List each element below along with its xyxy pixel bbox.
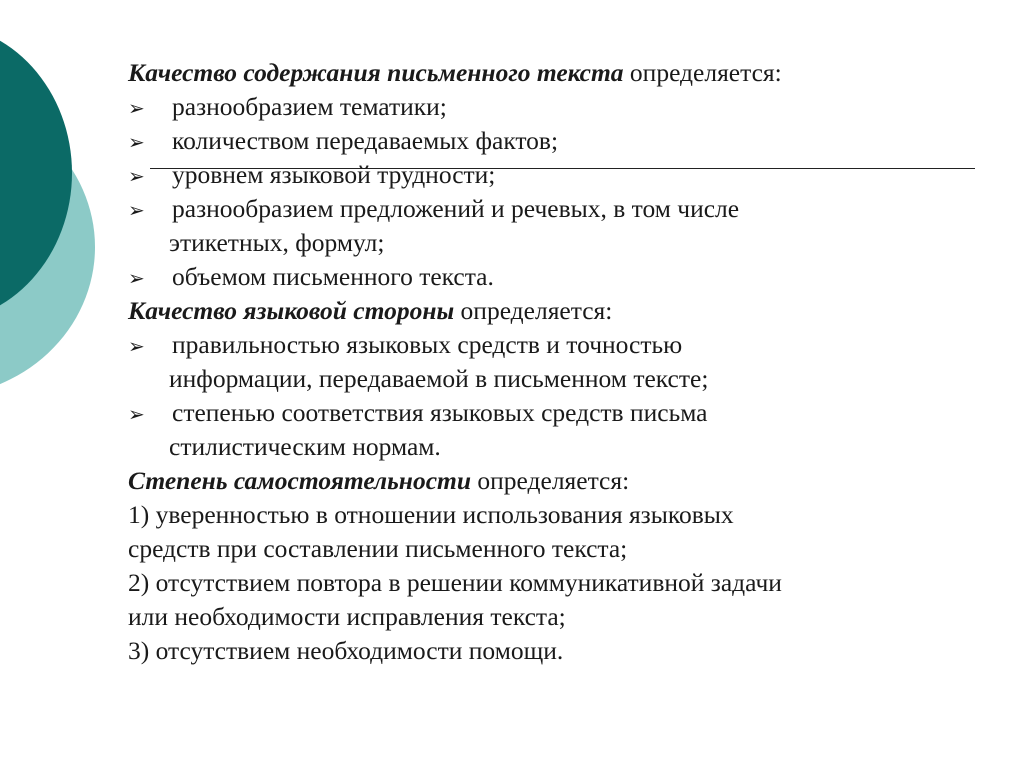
list-item [128, 90, 998, 124]
list-item [128, 192, 998, 226]
bullet-arrow-icon: ➢ [128, 404, 145, 426]
bullet-arrow-icon: ➢ [128, 132, 145, 154]
heading-emphasis: Качество языковой стороны [128, 296, 455, 325]
heading-content-quality [128, 56, 998, 90]
list-item-text: объемом письменного текста. [172, 262, 494, 291]
list-item-continuation: стилистическим нормам. [169, 432, 441, 461]
list-item-continuation: этикетных, формул; [169, 228, 385, 257]
list-item-text: правильностью языковых средств и точностью [172, 330, 683, 359]
list-item [128, 124, 998, 158]
list-item-text: разнообразием предложений и речевых, в том числе [172, 194, 740, 223]
list-item-continuation: информации, передаваемой в письменном тексте; [169, 364, 709, 393]
bullet-arrow-icon: ➢ [128, 200, 145, 222]
heading-language-quality [128, 294, 998, 328]
slide-content [128, 56, 998, 668]
bullet-arrow-icon: ➢ [128, 268, 145, 290]
numbered-item: 2) отсутствием повтора в решении коммуникативной задачи [128, 568, 782, 597]
heading-emphasis: Качество содержания письменного текста [128, 58, 624, 87]
bullet-arrow-icon: ➢ [128, 98, 145, 120]
list-item [128, 158, 998, 192]
list-item [128, 328, 998, 362]
numbered-item-continuation: или необходимости исправления текста; [128, 602, 566, 631]
list-item [128, 396, 998, 430]
list-item-text: степенью соответствия языковых средств письма [172, 398, 708, 427]
heading-rest: определяется: [623, 58, 782, 87]
heading-independence [128, 464, 998, 498]
numbered-item: 3) отсутствием необходимости помощи. [128, 636, 564, 665]
heading-rest: определяется: [454, 296, 613, 325]
list-item [128, 260, 998, 294]
heading-emphasis: Степень самостоятельности [128, 466, 472, 495]
numbered-item: 1) уверенностью в отношении использования языковых [128, 500, 734, 529]
numbered-item-continuation: средств при составлении письменного текста; [128, 534, 628, 563]
list-item-text: количеством передаваемых фактов; [172, 126, 559, 155]
list-item-text: уровнем языковой трудности; [172, 160, 496, 189]
list-item-text: разнообразием тематики; [172, 92, 447, 121]
heading-rest: определяется: [471, 466, 630, 495]
bullet-arrow-icon: ➢ [128, 336, 145, 358]
bullet-arrow-icon: ➢ [128, 166, 145, 188]
